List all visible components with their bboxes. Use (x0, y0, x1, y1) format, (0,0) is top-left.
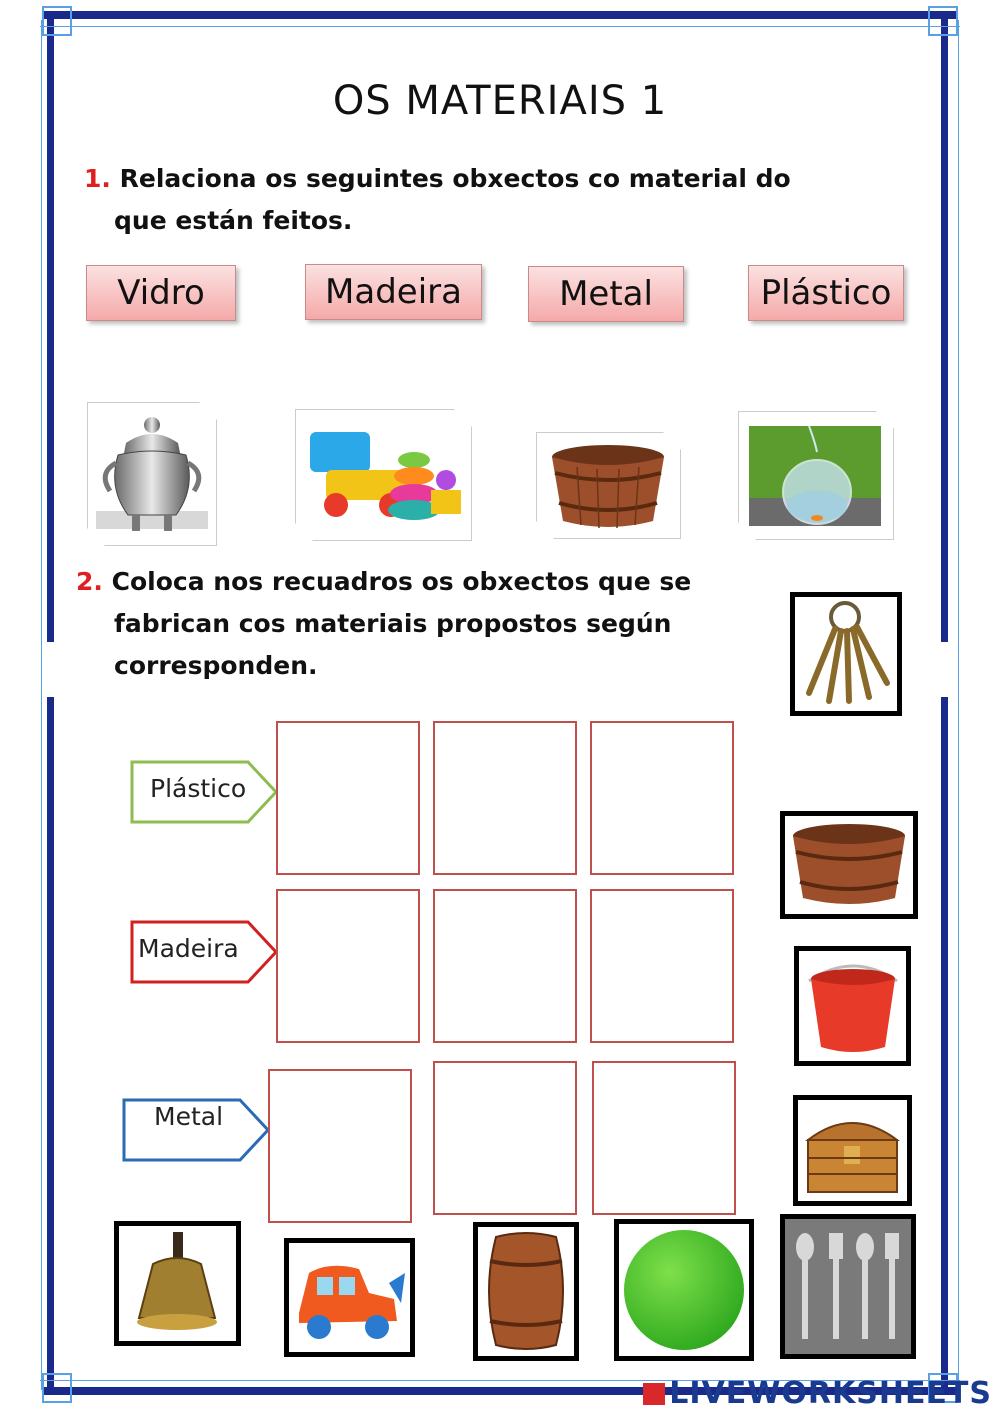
category-label-madeira (130, 920, 280, 984)
treasure-chest-tile[interactable] (793, 1095, 912, 1206)
keys-icon (795, 597, 897, 711)
drop-box-madeira-2[interactable] (433, 889, 577, 1043)
cutlery-tile[interactable] (780, 1214, 916, 1359)
red-bucket-tile[interactable] (794, 946, 911, 1066)
drop-box-plastico-2[interactable] (433, 721, 577, 875)
plastic-toys-icon (296, 410, 471, 540)
material-button-metal[interactable]: Metal (528, 266, 684, 322)
glass-fishbowl-icon (739, 412, 893, 539)
watermark (643, 1376, 992, 1411)
barrel-icon (478, 1227, 574, 1356)
wooden-tub-icon (537, 433, 680, 538)
drop-box-madeira-3[interactable] (590, 889, 734, 1043)
material-button-plastico[interactable]: Plástico (748, 265, 904, 321)
keys-tile[interactable] (790, 592, 902, 716)
wooden-tub-tile[interactable] (780, 811, 918, 919)
drop-box-metal-3[interactable] (592, 1061, 736, 1215)
question-1-cont: que están feitos. (114, 206, 353, 235)
question-2-cont: corresponden. (114, 651, 318, 680)
category-text: Metal (154, 1102, 224, 1131)
red-bucket-icon (799, 951, 906, 1061)
frame-top (44, 11, 956, 19)
drop-box-plastico-1[interactable] (276, 721, 420, 875)
question-2 (76, 560, 691, 603)
toy-car-tile[interactable] (284, 1238, 415, 1357)
glass-fishbowl-image[interactable] (738, 411, 894, 540)
barrel-tile[interactable] (473, 1222, 579, 1361)
category-label-plastico (130, 760, 280, 824)
material-button-vidro[interactable]: Vidro (86, 265, 236, 321)
question-number: 2. (76, 567, 103, 596)
drop-box-metal-1[interactable] (268, 1069, 412, 1223)
drop-box-metal-2[interactable] (433, 1061, 577, 1215)
question-1 (84, 157, 791, 200)
corner-ornament (928, 6, 958, 36)
silver-sugar-bowl-icon (88, 403, 216, 545)
liveworksheets-logo-icon (643, 1383, 665, 1405)
bell-tile[interactable] (114, 1221, 241, 1346)
category-text: Madeira (138, 934, 239, 963)
cutlery-icon (785, 1219, 911, 1354)
frame-right-lower (941, 697, 948, 1392)
question-number: 1. (84, 164, 111, 193)
question-text: Relaciona os seguintes obxectos co material do (119, 164, 791, 193)
green-ball-tile[interactable] (614, 1219, 754, 1361)
toy-car-icon (289, 1243, 410, 1352)
corner-ornament (42, 6, 72, 36)
page-title: OS MATERIAIS 1 (332, 78, 668, 124)
material-button-madeira[interactable]: Madeira (305, 264, 482, 320)
category-text: Plástico (150, 774, 247, 803)
bell-icon (119, 1226, 236, 1341)
question-2-cont: fabrican cos materiais propostos según (114, 609, 672, 638)
wooden-tub-image[interactable] (536, 432, 681, 539)
treasure-chest-icon (798, 1100, 907, 1201)
sugar-bowl-image[interactable] (87, 402, 217, 546)
drop-box-plastico-3[interactable] (590, 721, 734, 875)
frame-left-lower (47, 697, 54, 1392)
plastic-toys-image[interactable] (295, 409, 472, 541)
wooden-tub-icon (785, 816, 913, 914)
corner-ornament (42, 1373, 72, 1403)
question-text: Coloca nos recuadros os obxectos que se (111, 567, 692, 596)
category-label-metal (122, 1098, 272, 1162)
watermark-text: LIVEWORKSHEETS (669, 1376, 992, 1411)
green-ball-icon (619, 1224, 749, 1356)
drop-box-madeira-1[interactable] (276, 889, 420, 1043)
